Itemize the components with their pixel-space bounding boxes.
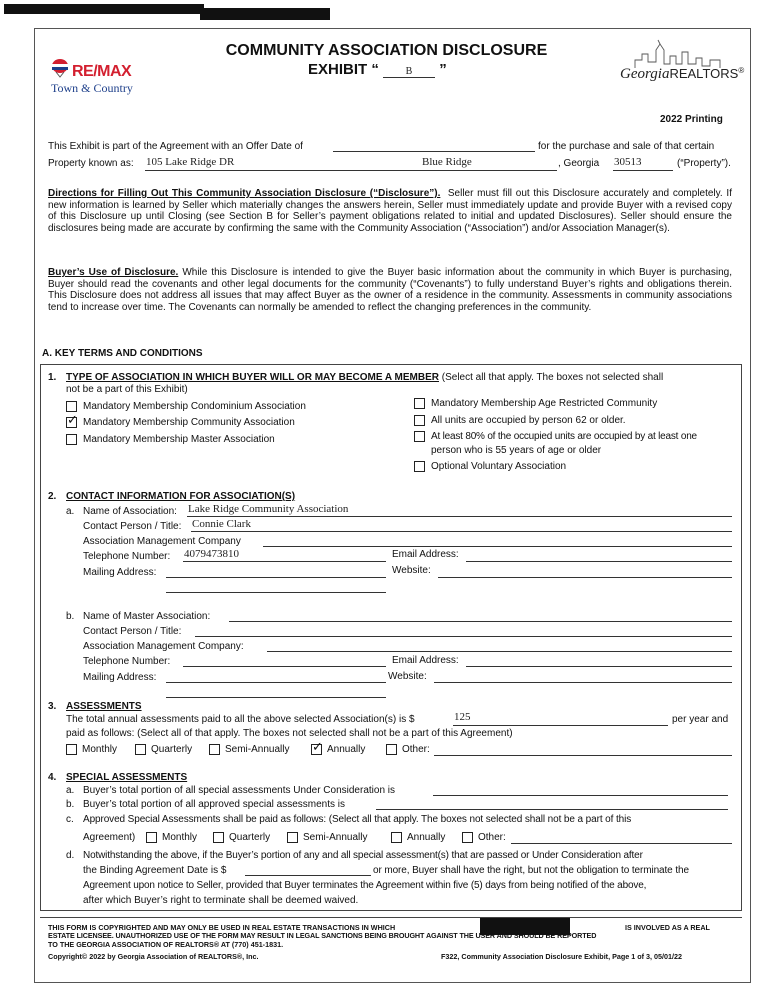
checkbox-community-association[interactable] <box>66 417 77 428</box>
exhibit-close: ” <box>439 61 447 78</box>
s3-label-monthly: Monthly <box>82 744 118 755</box>
label-community-association: Mandatory Membership Community Association <box>83 417 295 428</box>
s4-heading: SPECIAL ASSESSMENTS <box>66 772 188 783</box>
s3-checkbox-semi-annually[interactable] <box>209 744 220 755</box>
master-website-field[interactable] <box>434 682 732 683</box>
master-association-field[interactable] <box>229 621 732 622</box>
s1-number: 1. <box>48 372 57 383</box>
remax-subtitle: Town & Country <box>51 81 133 95</box>
master-email-field[interactable] <box>466 666 732 667</box>
street-field[interactable] <box>145 170 557 171</box>
georgia-script: Georgia <box>620 66 670 82</box>
master-mailing-label: Mailing Address: <box>83 672 157 683</box>
master-telephone-label: Telephone Number: <box>83 656 171 667</box>
telephone-field[interactable] <box>183 561 386 562</box>
mailing-address-field[interactable] <box>166 577 386 578</box>
association-name-field[interactable] <box>187 516 732 517</box>
property-suffix: (“Property”). <box>677 158 731 169</box>
management-company-label: Association Management Company <box>83 536 241 547</box>
city-value: Blue Ridge <box>422 156 472 168</box>
s3-checkbox-annually[interactable] <box>311 744 322 755</box>
special-under-consideration-field[interactable] <box>433 795 728 796</box>
s3-label-other: Other: <box>402 744 430 755</box>
buyers-use-paragraph <box>48 267 732 313</box>
checkbox-condominium[interactable] <box>66 401 77 412</box>
s3-other-field[interactable] <box>434 755 732 756</box>
association-name-label: Name of Association: <box>83 506 177 517</box>
footer-line1b: IS INVOLVED AS A REAL <box>625 923 710 932</box>
georgia-realtors-logo <box>618 38 743 88</box>
page-title: COMMUNITY ASSOCIATION DISCLOSURE <box>225 42 548 59</box>
s2-heading: CONTACT INFORMATION FOR ASSOCIATION(S) <box>66 491 296 502</box>
zip-value: 30513 <box>614 156 642 168</box>
s4-label-semi-annually: Semi-Annually <box>303 832 368 843</box>
checkbox-55-or-older[interactable] <box>414 431 425 442</box>
property-label: Property known as: <box>48 158 134 169</box>
realtors-text: REALTORS <box>669 66 739 81</box>
checkbox-master-association[interactable] <box>66 434 77 445</box>
street-value: 105 Lake Ridge DR <box>146 156 235 168</box>
email-label: Email Address: <box>392 549 459 560</box>
s3-checkbox-quarterly[interactable] <box>135 744 146 755</box>
balloon-icon <box>50 58 70 80</box>
s4-label-quarterly: Quarterly <box>229 832 271 843</box>
s4-c-letter: c. <box>66 814 74 825</box>
s4-a-text: Buyer’s total portion of all special assessments Under Consideration is <box>83 785 396 796</box>
s1-note-continued: not be a part of this Exhibit) <box>66 384 188 395</box>
redaction-bar <box>4 4 204 14</box>
checkbox-age-restricted[interactable] <box>414 398 425 409</box>
checkbox-optional-voluntary[interactable] <box>414 461 425 472</box>
contact-person-value: Connie Clark <box>192 518 251 530</box>
s3-label-semi-annually: Semi-Annually <box>225 744 290 755</box>
directions-heading: Directions for Filling Out This Community Association Disclosure (“Disclosure”). <box>48 188 441 199</box>
s1-title-line <box>66 372 663 384</box>
master-website-label: Website: <box>388 671 427 682</box>
s2-number: 2. <box>48 491 57 502</box>
directions-paragraph <box>48 188 732 234</box>
georgia-realtors-wordmark <box>620 66 744 83</box>
section-a-heading: A. KEY TERMS AND CONDITIONS <box>42 348 203 359</box>
email-field[interactable] <box>466 561 732 562</box>
s4-d-line2b: or more, Buyer shall have the right, but not the obligation to terminate the <box>373 865 689 876</box>
s4-checkbox-monthly[interactable] <box>146 832 157 843</box>
s4-d-line2a: the Binding Agreement Date is $ <box>83 865 227 876</box>
s4-checkbox-quarterly[interactable] <box>213 832 224 843</box>
s3-paid-as-follows: paid as follows: (Select all of that apply. The boxes not selected shall not be a part of this Agreement) <box>66 728 513 739</box>
footer-line2: ESTATE LICENSEE. UNAUTHORIZED USE OF THE FORM MAY RESULT IN LEGAL SANCTIONS BEING BROUGHT AGAINST THE USER AND SHOULD BE REPORTED <box>48 931 597 940</box>
footer-copyright: Copyright© 2022 by Georgia Association of REALTORS®, Inc. <box>48 952 259 961</box>
master-association-label: Name of Master Association: <box>83 611 211 622</box>
s3-label-annually: Annually <box>327 744 366 755</box>
checkbox-62-or-older[interactable] <box>414 415 425 426</box>
remax-logo <box>50 58 150 98</box>
mailing-address-label: Mailing Address: <box>83 567 157 578</box>
contact-person-label: Contact Person / Title: <box>83 521 182 532</box>
offer-date-field[interactable] <box>333 151 535 152</box>
georgia-label: , Georgia <box>558 158 600 169</box>
master-contact-field[interactable] <box>195 636 732 637</box>
s4-d-line3: Agreement upon notice to Seller, provided that Buyer terminates the Agreement within five (5) days from being notified of the above, <box>83 880 647 891</box>
exhibit-label: EXHIBIT “ <box>308 61 379 78</box>
website-label: Website: <box>392 565 431 576</box>
s4-label-annually: Annually <box>407 832 446 843</box>
s3-checkbox-other[interactable] <box>386 744 397 755</box>
telephone-value: 4079473810 <box>184 548 239 560</box>
label-62-or-older: All units are occupied by person 62 or older. <box>431 415 626 426</box>
s4-checkbox-annually[interactable] <box>391 832 402 843</box>
zip-field[interactable] <box>613 170 673 171</box>
exhibit-line <box>308 61 447 78</box>
master-email-label: Email Address: <box>392 655 459 666</box>
s3-number: 3. <box>48 701 57 712</box>
label-condominium: Mandatory Membership Condominium Association <box>83 401 306 412</box>
label-master-association: Mandatory Membership Master Association <box>83 434 275 445</box>
registered-mark: ® <box>738 66 745 75</box>
special-approved-field[interactable] <box>376 809 728 810</box>
master-telephone-field[interactable] <box>183 666 386 667</box>
label-optional-voluntary: Optional Voluntary Association <box>431 461 567 472</box>
s4-label-monthly: Monthly <box>162 832 198 843</box>
label-age-restricted: Mandatory Membership Age Restricted Community <box>431 398 658 409</box>
s4-b-text: Buyer’s total portion of all approved special assessments is <box>83 799 345 810</box>
annual-assessment-field[interactable] <box>453 725 668 726</box>
intro-offer-label: This Exhibit is part of the Agreement with an Offer Date of <box>48 141 303 152</box>
master-management-label: Association Management Company: <box>83 641 244 652</box>
master-contact-label: Contact Person / Title: <box>83 626 182 637</box>
master-mailing-field-2[interactable] <box>166 697 386 698</box>
website-field[interactable] <box>438 577 732 578</box>
s4-label-other: Other: <box>478 832 506 843</box>
telephone-label: Telephone Number: <box>83 551 171 562</box>
s4-d-letter: d. <box>66 850 75 861</box>
s4-d-line4: after which Buyer’s right to terminate shall be deemed waived. <box>83 895 359 906</box>
binding-amount-field[interactable] <box>245 875 371 876</box>
annual-assessment-value: 125 <box>454 711 471 723</box>
exhibit-value: B <box>383 66 435 78</box>
s1-note: (Select all that apply. The boxes not selected shall <box>441 372 664 383</box>
footer-divider <box>40 917 742 918</box>
association-name-value: Lake Ridge Community Association <box>188 503 349 515</box>
per-year-label: per year and <box>672 714 729 725</box>
mailing-address-field-2[interactable] <box>166 592 386 593</box>
management-company-field[interactable] <box>263 546 732 547</box>
s4-other-field[interactable] <box>511 843 732 844</box>
s4-c-agreement: Agreement) <box>83 832 136 843</box>
label-55-or-older-cont: person who is 55 years of age or older <box>431 445 602 456</box>
s4-number: 4. <box>48 772 57 783</box>
buyers-use-heading: Buyer’s Use of Disclosure. <box>48 267 179 278</box>
buyers-use-text: While this Disclosure is intended to give the Buyer basic information about the community in which Buyer is purchasing, Buyer should read the covenants and other legal documents for the community (“Covenants”) to fully understand Buyer’s rights and obligations therein. This Disclosure does not address all issues that may affect Buyer as the owner of a residence in the community. Assessments in community associations tend to increase over time. The Covenants can normally be amended to reflect the changing preferences in the community. <box>48 267 732 313</box>
s3-checkbox-monthly[interactable] <box>66 744 77 755</box>
s4-c-text: Approved Special Assessments shall be paid as follows: (Select all that apply. The boxes not selected shall not be a part of this <box>83 814 632 825</box>
redaction-bar <box>200 8 330 20</box>
s4-b-letter: b. <box>66 799 75 810</box>
footer-form-id: F322, Community Association Disclosure Exhibit, Page 1 of 3, 05/01/22 <box>441 952 682 961</box>
s1-heading: TYPE OF ASSOCIATION IN WHICH BUYER WILL OR MAY BECOME A MEMBER <box>66 372 439 383</box>
master-mailing-field[interactable] <box>166 682 386 683</box>
master-management-field[interactable] <box>267 651 732 652</box>
s2-a-letter: a. <box>66 506 75 517</box>
footer-line3: TO THE GEORGIA ASSOCIATION OF REALTORS® AT (770) 451-1831. <box>48 940 284 949</box>
s4-a-letter: a. <box>66 785 75 796</box>
s3-label-quarterly: Quarterly <box>151 744 193 755</box>
contact-person-field[interactable] <box>191 531 732 532</box>
s2-b-letter: b. <box>66 611 75 622</box>
label-55-or-older: At least 80% of the occupied units are occupied by at least one <box>431 431 697 442</box>
directions-text: Seller must fill out this Disclosure accurately and completely. If new information is learned by Seller which materially changes the answers herein, Seller must immediately update and provide Buyer with a revised copy of this Disclosure up until Closing (see Section B for Seller’s payment obligations related to initial and updated Disclosures). Seller should ensure the disclosures being made are accurate by confirming the same with the Community Association (“Association”) and/or Association Manager(s). <box>48 188 732 234</box>
remax-wordmark: RE/MAX <box>72 63 132 80</box>
s4-checkbox-other[interactable] <box>462 832 473 843</box>
s4-d-line1: Notwithstanding the above, if the Buyer’s portion of any and all special assessment(s) that are passed or Under Consideration after <box>83 850 643 861</box>
intro-purchase-text: for the purchase and sale of that certain <box>538 141 715 152</box>
printing-year: 2022 Printing <box>660 114 723 125</box>
s3-heading: ASSESSMENTS <box>66 701 142 712</box>
footer-line1a: THIS FORM IS COPYRIGHTED AND MAY ONLY BE USED IN REAL ESTATE TRANSACTIONS IN WHICH <box>48 923 396 932</box>
s3-total-label: The total annual assessments paid to all the above selected Association(s) is $ <box>66 714 415 725</box>
s4-checkbox-semi-annually[interactable] <box>287 832 298 843</box>
